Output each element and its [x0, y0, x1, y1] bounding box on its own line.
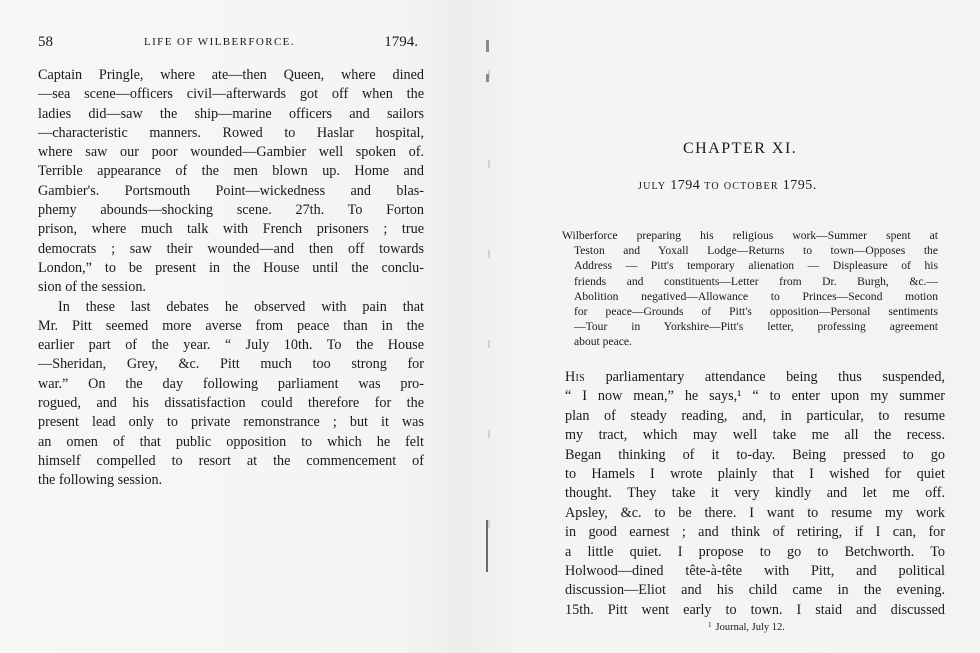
text-line: earlier part of the year. “ July 10th. To the House: [38, 337, 424, 354]
text-line: in good earnest ; and think of retiring, if I can, for: [565, 524, 945, 541]
text-line: thought. They take it very kindly and let me off.: [565, 485, 945, 502]
chapter-heading: CHAPTER XI.: [683, 140, 798, 157]
chapter-date-range: [638, 178, 817, 194]
date-to-month: OCTOBER: [723, 181, 779, 192]
synopsis-line: Teston and Yoxall Lodge—Returns to town—Opposes the: [574, 244, 938, 258]
text-line: Mr. Pitt seemed more averse from peace than in the: [38, 317, 424, 334]
text-line: Holwood—dined tête-à-tête with Pitt, and political: [565, 563, 945, 580]
text-line: plan of steady reading, and, in particular, to resume: [565, 407, 945, 424]
text-line: —characteristic manners. Rowed to Haslar hospital,: [38, 124, 424, 141]
gutter-mark: [486, 74, 489, 82]
synopsis-line: Abolition negatived—Allowance to Princes—Second motion: [574, 289, 938, 303]
text-line: the following session.: [38, 472, 163, 489]
synopsis-line: friends and constituents—Letter from Dr. Burgh, &c.—: [574, 274, 938, 288]
date-from-month: JULY: [638, 181, 667, 192]
text-line: London,” to be present in the House until the conclu-: [38, 259, 424, 276]
synopsis-line: Wilberforce preparing his religious work—Summer spent at: [562, 229, 938, 242]
date-from-year: 1794: [670, 178, 701, 193]
text-line: where saw our poor wounded—Gambier well spoken of.: [38, 144, 424, 161]
date-to-word: TO: [704, 181, 720, 192]
running-title: LIFE OF WILBERFORCE.: [144, 36, 295, 48]
synopsis-line: —Tour in Yorkshire—Pitt's letter, professing agreement: [574, 320, 938, 334]
opening-line-rest: parliamentary attendance being thus suspended,: [585, 369, 945, 385]
right-body-text: [565, 368, 945, 620]
footnote-marker: 1: [708, 621, 712, 629]
text-line: present lead only to private remonstrance ; but it was: [38, 414, 424, 431]
text-line: a little quiet. I propose to go to Betchworth. To: [565, 543, 945, 560]
text-line: prison, where much talk with French prisoners ; true: [38, 221, 424, 238]
text-line: Gambier's. Portsmouth Point—wickedness and blas-: [38, 182, 424, 199]
paragraph-2: [38, 298, 424, 491]
text-line: ladies did—saw the ship—marine officers and sailors: [38, 105, 424, 122]
text-line: Terrible appearance of the men blown up. Home and: [38, 163, 424, 180]
paragraph-1: [38, 66, 424, 298]
chapter-synopsis: [562, 228, 938, 350]
synopsis-line: for peace—Grounds of Pitt's opposition—Personal sentiments: [574, 305, 938, 319]
text-line: phemy abounds—shocking scene. 27th. To Forton: [38, 202, 424, 219]
text-line: 15th. Pitt went early to town. I staid and discussed: [565, 601, 945, 618]
text-line: Captain Pringle, where ate—then Queen, where dined: [38, 67, 424, 83]
text-line: —Sheridan, Grey, &c. Pitt much too strong for: [38, 356, 424, 373]
text-line: himself compelled to resort at the commencement of: [38, 452, 424, 469]
text-line: Began thinking of it to-day. Being pressed to go: [565, 446, 945, 463]
synopsis-line: about peace.: [574, 335, 632, 349]
text-line: “ I now mean,” he says,¹ “ to enter upon my summer: [565, 388, 945, 405]
synopsis-line: Address — Pitt's temporary alienation — Displeasure of his: [574, 259, 938, 273]
text-line: war.” On the day following parliament was pro-: [38, 375, 424, 392]
gutter-mark: [486, 520, 488, 572]
date-to-year: 1795.: [782, 178, 817, 193]
left-body-text: [38, 66, 424, 491]
page-number: 58: [38, 34, 53, 50]
text-line: an omen of that public opposition to which he felt: [38, 433, 424, 450]
text-line: In these last debates he observed with pain that: [58, 298, 424, 315]
text-line: sion of the session.: [38, 279, 146, 296]
text-line: Apsley, &c. to be there. I want to resume my work: [565, 504, 945, 521]
book-gutter: [488, 40, 490, 600]
running-year: 1794.: [384, 34, 418, 50]
footnote-text: Journal, July 12.: [715, 622, 785, 633]
running-head: [38, 34, 418, 54]
text-line: [565, 368, 945, 387]
text-line: democrats ; saw their wounded—and then off towards: [38, 240, 424, 257]
footnote: [708, 621, 785, 633]
text-line: rogued, and his dissatisfaction could therefore for the: [38, 395, 424, 412]
opening-word: His: [565, 369, 586, 385]
text-line: to Hamels I wrote plainly that I wished for quiet: [565, 466, 945, 483]
gutter-mark: [486, 40, 489, 52]
text-line: —sea scene—officers civil—afterwards got off when the: [38, 86, 424, 103]
text-line: my tract, which may well take me all the recess.: [565, 427, 945, 444]
text-line: discussion—Eliot and his child came in the evening.: [565, 582, 945, 599]
